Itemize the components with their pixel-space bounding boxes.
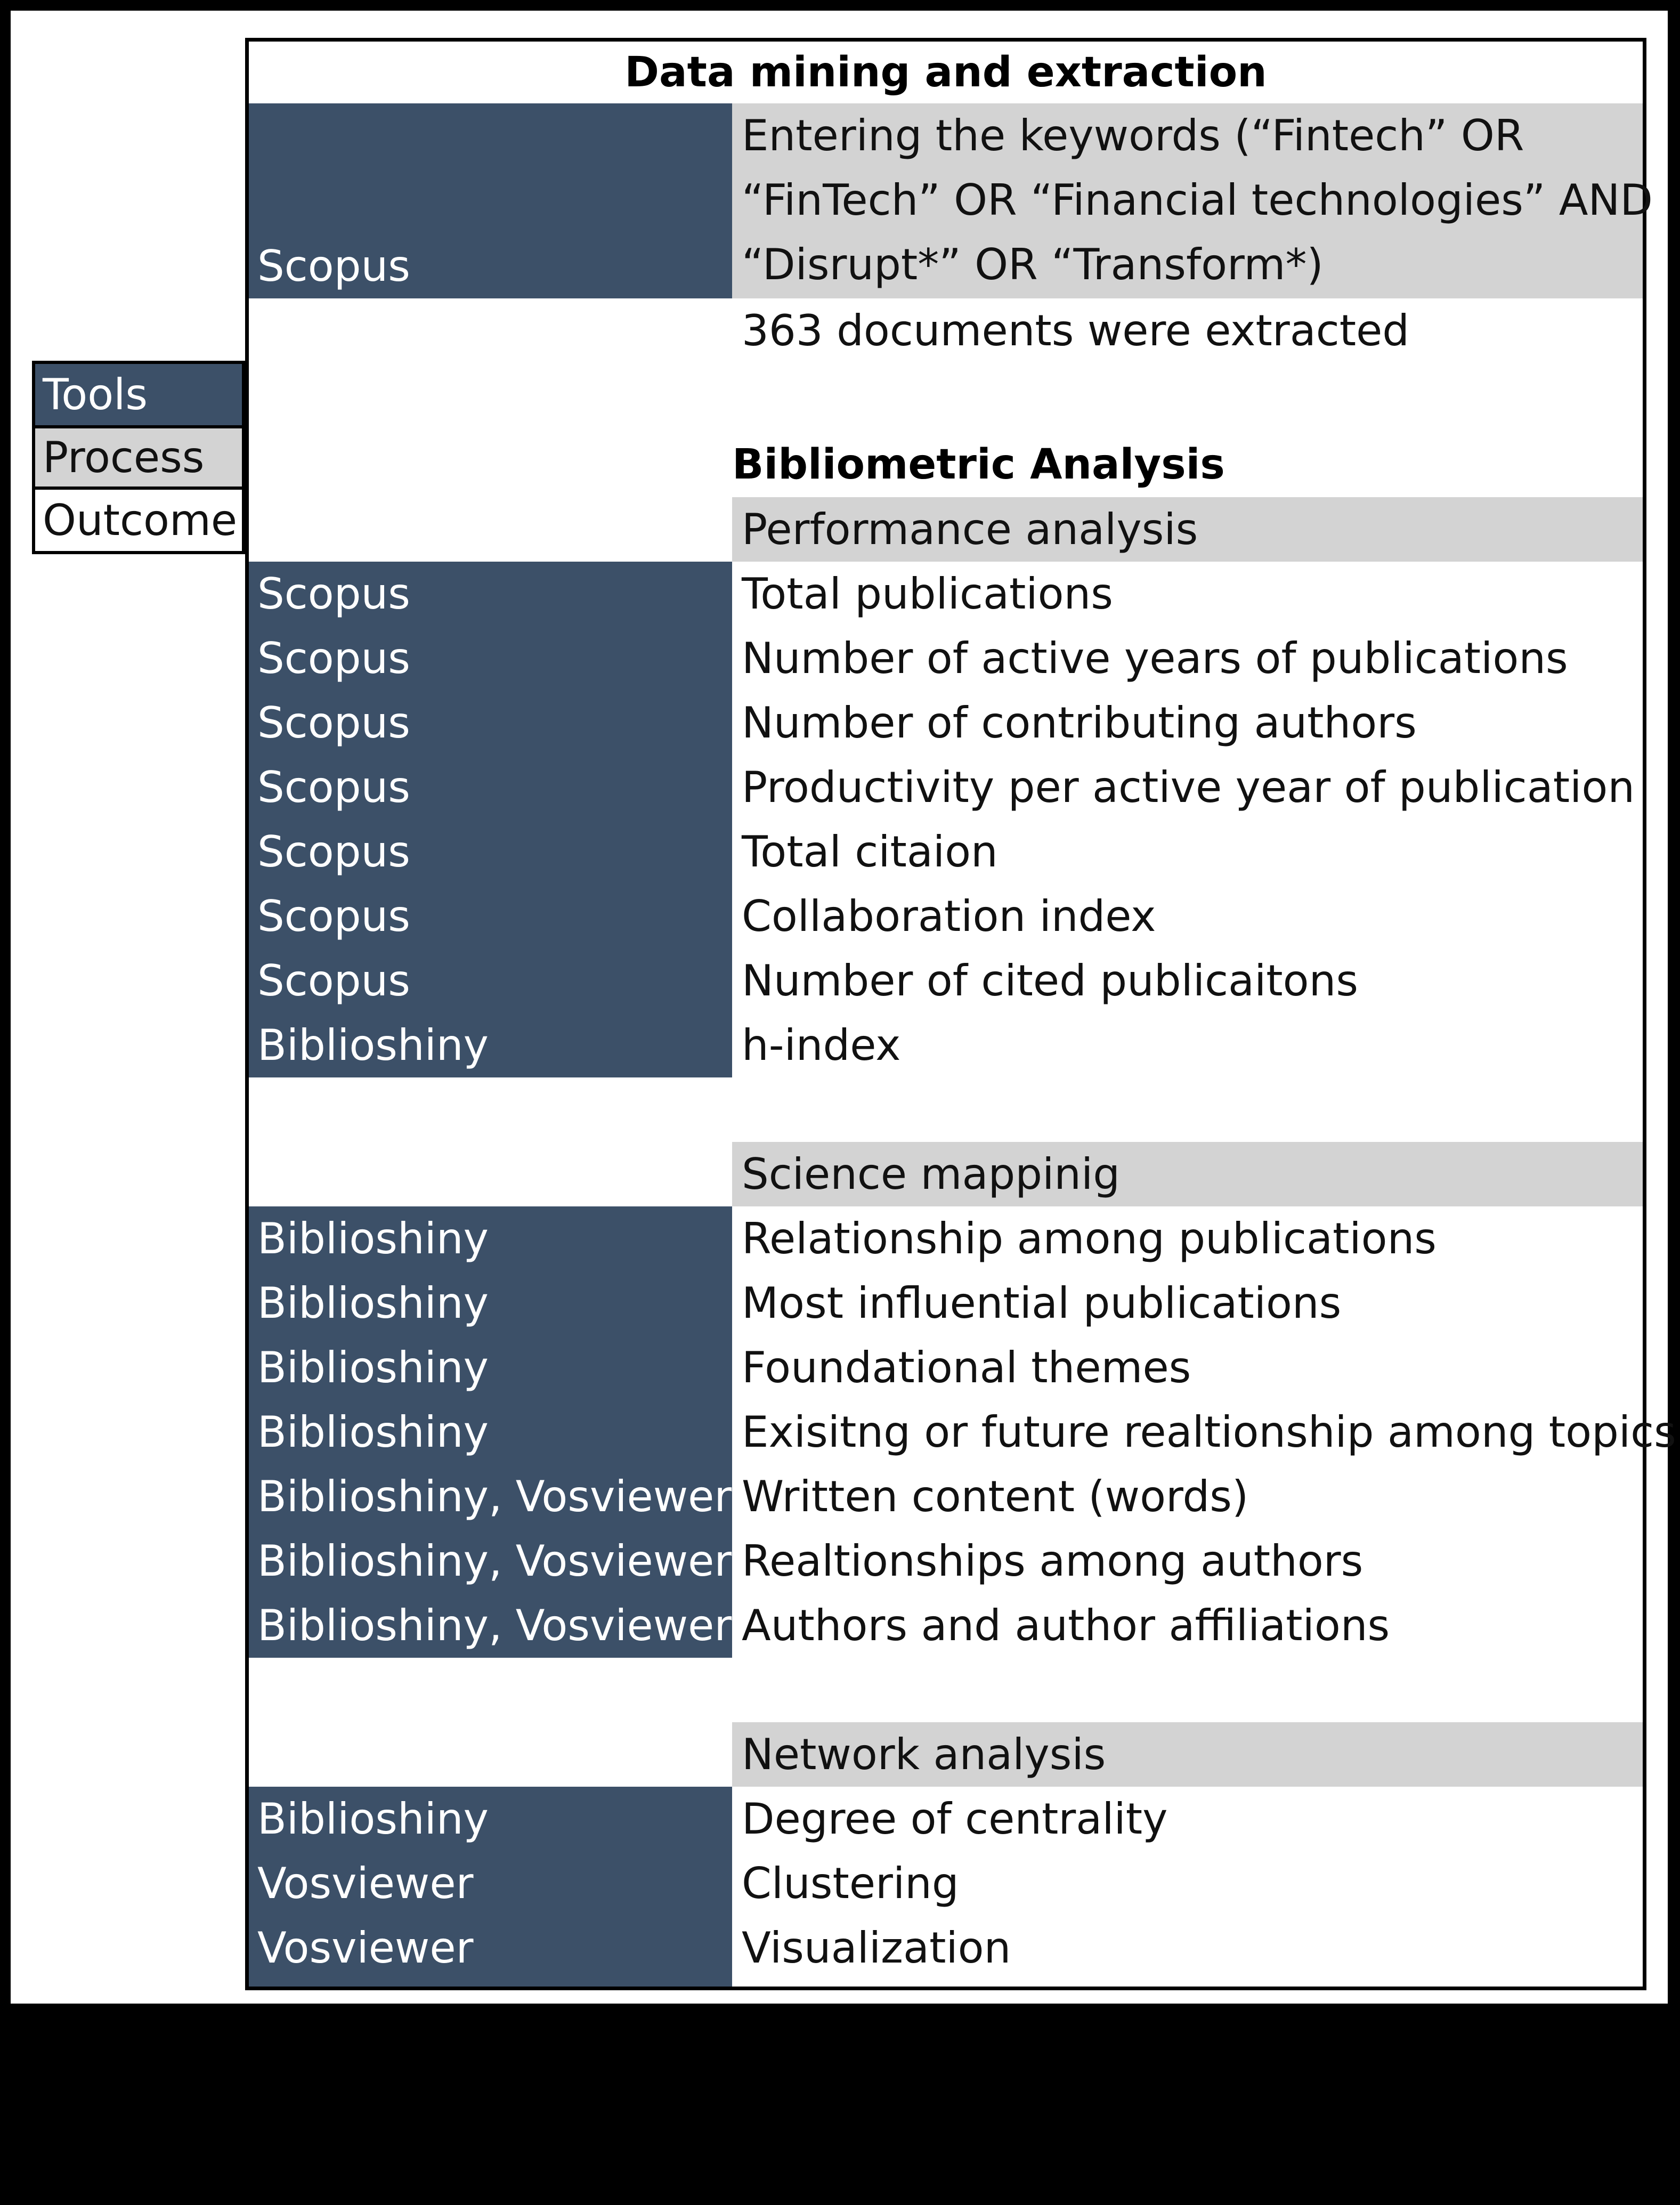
science-mapping-tool-2: Biblioshiny <box>257 1343 489 1392</box>
performance-tool-4: Scopus <box>257 827 410 877</box>
performance-outcome-4: Total citaion <box>742 827 998 877</box>
process-performance-analysis: Performance analysis <box>732 497 1643 562</box>
performance-tool-7: Biblioshiny <box>257 1020 489 1070</box>
performance-outcome-2: Number of contributing authors <box>742 698 1417 748</box>
performance-outcome-6: Number of cited publicaitons <box>742 956 1358 1006</box>
network-tool-2: Vosviewer <box>257 1923 474 1973</box>
performance-outcome-5: Collaboration index <box>742 891 1156 941</box>
performance-outcome-1: Number of active years of publications <box>742 634 1568 683</box>
science-mapping-outcome-3: Exisitng or future realtionship among topics <box>742 1407 1676 1457</box>
outcome-documents-extracted: 363 documents were extracted <box>742 306 1410 355</box>
science-mapping-outcome-5: Realtionships among authors <box>742 1536 1364 1586</box>
performance-tool-6: Scopus <box>257 956 410 1006</box>
performance-tool-1: Scopus <box>257 634 410 683</box>
science-mapping-tool-3: Biblioshiny <box>257 1407 489 1457</box>
section-title-bibliometric: Bibliometric Analysis <box>732 441 1225 489</box>
network-outcome-1: Clustering <box>742 1859 959 1908</box>
network-tool-1: Vosviewer <box>257 1859 474 1908</box>
science-mapping-outcome-6: Authors and author affiliations <box>742 1601 1390 1650</box>
performance-tool-3: Scopus <box>257 763 410 812</box>
process-network-analysis: Network analysis <box>732 1722 1643 1787</box>
science-mapping-outcome-0: Relationship among publications <box>742 1214 1436 1263</box>
workflow-frame <box>245 38 1676 1990</box>
process-keywords <box>732 103 1653 298</box>
science-mapping-outcome-2: Foundational themes <box>742 1343 1191 1392</box>
performance-outcome-7: h-index <box>742 1020 901 1070</box>
tool-scopus-extraction <box>249 103 732 298</box>
process-line-2: “FinTech” OR “Financial technologies” AND <box>742 175 1653 225</box>
diagram-canvas <box>11 11 1676 2004</box>
legend-outcome: Outcome <box>32 490 245 554</box>
performance-tool-0: Scopus <box>257 569 410 619</box>
science-mapping-outcome-1: Most influential publications <box>742 1278 1342 1328</box>
process-science-mapping: Science mappinig <box>732 1142 1643 1206</box>
performance-tool-5: Scopus <box>257 891 410 941</box>
network-tool-0: Biblioshiny <box>257 1794 489 1844</box>
science-mapping-tool-4: Biblioshiny, Vosviewer <box>257 1472 732 1521</box>
process-line-3: “Disrupt*” OR “Transform*) <box>742 240 1324 289</box>
science-mapping-tool-5: Biblioshiny, Vosviewer <box>257 1536 732 1586</box>
legend-tools: Tools <box>32 361 245 425</box>
process-line-1: Entering the keywords (“Fintech” OR <box>742 111 1524 160</box>
performance-tool-2: Scopus <box>257 698 410 748</box>
network-outcome-0: Degree of centrality <box>742 1794 1168 1844</box>
science-mapping-outcome-4: Written content (words) <box>742 1472 1249 1521</box>
science-mapping-tool-6: Biblioshiny, Vosviewer <box>257 1601 732 1650</box>
legend-process: Process <box>32 425 245 490</box>
performance-outcome-0: Total publications <box>742 569 1113 619</box>
science-mapping-tool-1: Biblioshiny <box>257 1278 489 1328</box>
network-outcome-2: Visualization <box>742 1923 1011 1973</box>
section-title-data-mining: Data mining and extraction <box>624 48 1267 96</box>
science-mapping-tool-0: Biblioshiny <box>257 1214 489 1263</box>
tool-label: Scopus <box>257 241 410 291</box>
performance-outcome-3: Productivity per active year of publication <box>742 763 1635 812</box>
